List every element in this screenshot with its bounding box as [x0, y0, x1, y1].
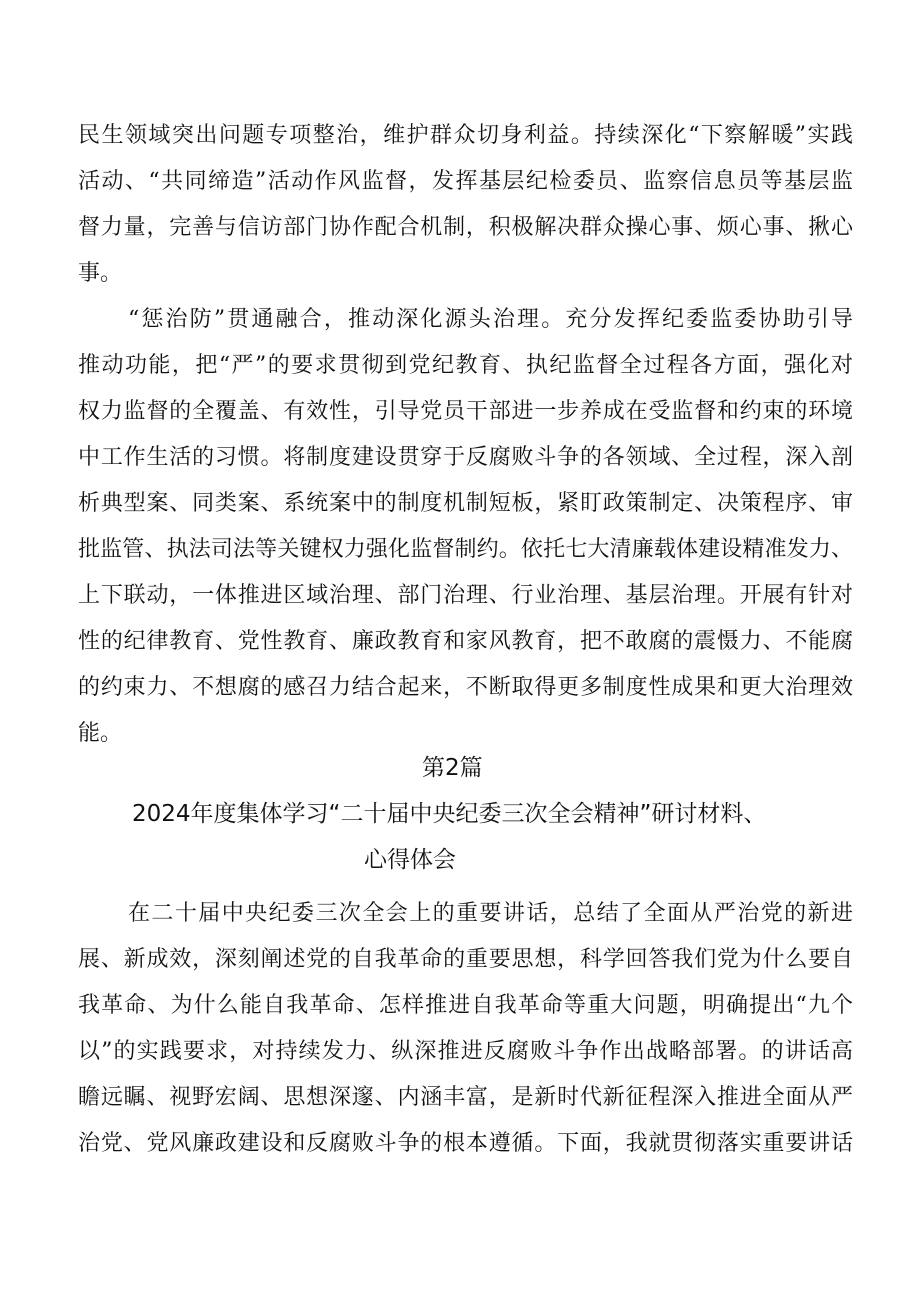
- paragraph-line: 民生领域突出问题专项整治，维护群众切身利益。持续深化“下察解暖”实践: [78, 123, 853, 148]
- paragraph-line: 事。: [78, 261, 123, 286]
- paragraph-line: 督力量，完善与信访部门协作配合机制，积极解决群众操心事、烦心事、揪心: [78, 215, 853, 240]
- paragraph-line: 权力监督的全覆盖、有效性，引导党员干部进一步养成在受监督和约束的环境: [78, 399, 853, 424]
- paragraph-line: 活动、“共同缔造”活动作风监督，发挥基层纪检委员、监察信息员等基层监: [78, 169, 853, 194]
- article-title-line2: 心得体会: [364, 847, 456, 873]
- paragraph-line: 展、新成效，深刻阐述党的自我革命的重要思想，科学回答我们党为什么要自: [78, 947, 853, 972]
- paragraph-line: 我革命、为什么能自我革命、怎样推进自我革命等重大问题，明确提出“九个: [78, 993, 853, 1018]
- paragraph-line: 以”的实践要求，对持续发力、纵深推进反腐败斗争作出战略部署。的讲话高: [78, 1039, 853, 1064]
- paragraph-line: 中工作生活的习惯。将制度建设贯穿于反腐败斗争的各领域、全过程，深入剖: [78, 445, 853, 470]
- paragraph-line: 治党、党风廉政建设和反腐败斗争的根本遵循。下面，我就贯彻落实重要讲话: [78, 1131, 853, 1156]
- paragraph-line: 在二十届中央纪委三次全会上的重要讲话，总结了全面从严治党的新进: [128, 901, 853, 926]
- paragraph-line: 瞻远瞩、视野宏阔、思想深邃、内涵丰富，是新时代新征程深入推进全面从严: [78, 1085, 853, 1110]
- paragraph-line: 析典型案、同类案、系统案中的制度机制短板，紧盯政策制定、决策程序、审: [78, 491, 853, 516]
- paragraph-line: 上下联动，一体推进区域治理、部门治理、行业治理、基层治理。开展有针对: [78, 583, 853, 608]
- paragraph-line: 性的纪律教育、党性教育、廉政教育和家风教育，把不敢腐的震慑力、不能腐: [78, 629, 853, 654]
- article-title-line1: 2024年度集体学习“二十届中央纪委三次全会精神”研讨材料、: [132, 801, 767, 827]
- paragraph-line: 能。: [78, 721, 123, 746]
- paragraph-line: “惩治防”贯通融合，推动深化源头治理。充分发挥纪委监委协助引导: [128, 307, 853, 332]
- paragraph-line: 批监管、执法司法等关键权力强化监督制约。依托七大清廉载体建设精准发力、: [78, 537, 853, 562]
- article-number: 第2篇: [422, 755, 483, 781]
- paragraph-line: 推动功能，把“严”的要求贯彻到党纪教育、执纪监督全过程各方面，强化对: [78, 353, 853, 378]
- paragraph-line: 的约束力、不想腐的感召力结合起来，不断取得更多制度性成果和更大治理效: [78, 675, 853, 700]
